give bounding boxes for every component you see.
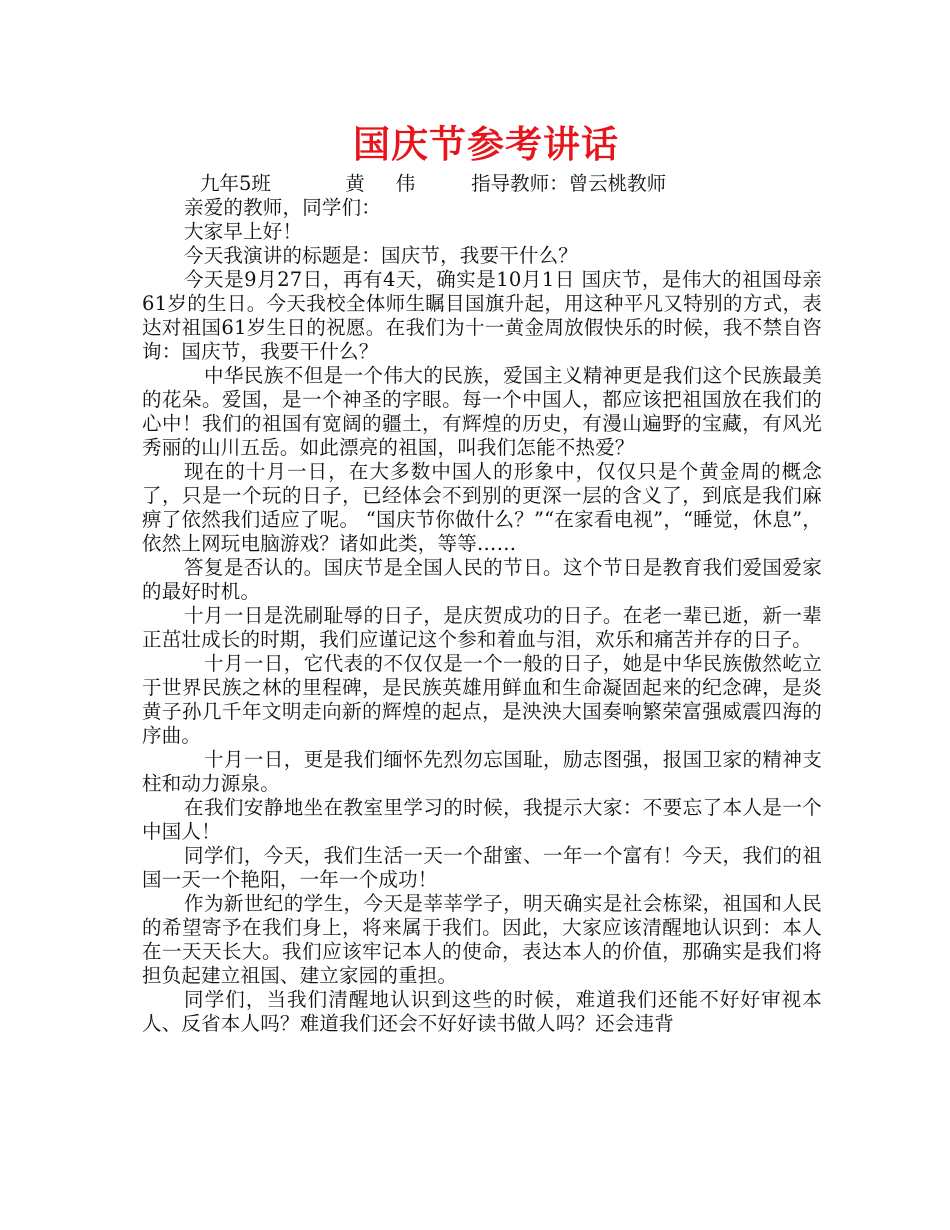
document-title: 国庆节参考讲话 — [353, 123, 619, 166]
paragraph: 十月一日，它代表的不仅仅是一个一般的日子，她是中华民族傲然屹立于世界民族之林的里程碑，是民族英雄用鲜血和生命凝固起来的纪念碑，是炎黄子孙几千年文明走向新的辉煌的起点，是泱泱大国奏响繁荣富强威震四海的序曲。 — [142, 652, 822, 747]
document-page — [142, 118, 822, 1036]
paragraph: 同学们，当我们清醒地认识到这些的时候，难道我们还能不好好审视本人、反省本人吗？难道我们还会不好好读书做人吗？还会违背 — [142, 988, 822, 1035]
paragraph: 亲爱的教师，同学们： — [184, 196, 382, 219]
paragraph: 十月一日是洗刷耻辱的日子，是庆贺成功的日子。在老一辈已逝，新一辈正茁壮成长的时期，我们应谨记这个参和着血与泪，欢乐和痛苦并存的日子。 — [142, 604, 822, 651]
paragraph: 今天我演讲的标题是：国庆节，我要干什么？ — [184, 244, 579, 267]
document-body — [142, 196, 822, 1036]
paragraph: 十月一日，更是我们缅怀先烈勿忘国耻，励志图强，报国卫家的精神支柱和动力源泉。 — [142, 748, 822, 795]
byline: 九年5班 黄 伟 指导教师：曾云桃教师 — [200, 172, 667, 195]
paragraph: 答复是否认的。国庆节是全国人民的节日。这个节日是教育我们爱国爱家的最好时机。 — [142, 556, 822, 603]
paragraph: 大家早上好！ — [184, 220, 303, 243]
paragraph: 作为新世纪的学生，今天是莘莘学子，明天确实是社会栋梁，祖国和人民的希望寄予在我们身上，将来属于我们。因此，大家应该清醒地认识到：本人在一天天长大。我们应该牢记本人的使命，表达本人的价值，那确实是我们将担负起建立祖国、建立家园的重担。 — [142, 892, 822, 987]
paragraph: 中华民族不但是一个伟大的民族，爱国主义精神更是我们这个民族最美的花朵。爱国，是一个神圣的字眼。每一个中国人，都应该把祖国放在我们的心中！我们的祖国有宽阔的疆土，有辉煌的历史，有漫山遍野的宝藏，有风光秀丽的山川五岳。如此漂亮的祖国，叫我们怎能不热爱？ — [142, 364, 822, 459]
paragraph: 今天是9月27日，再有4天，确实是10月1日 国庆节，是伟大的祖国母亲61岁的生日。今天我校全体师生瞩目国旗升起，用这种平凡又特别的方式，表达对祖国61岁生日的祝愿。在我们为十一黄金周放假快乐的时候，我不禁自咨询：国庆节，我要干什么？ — [142, 268, 822, 363]
paragraph: 现在的十月一日，在大多数中国人的形象中，仅仅只是个黄金周的概念了，只是一个玩的日子，已经体会不到别的更深一层的含义了，到底是我们麻痹了依然我们适应了呢。 “国庆节你做什么？”“在家看电视”，“睡觉，休息”，依然上网玩电脑游戏？诸如此类，等等…… — [142, 460, 822, 555]
paragraph: 在我们安静地坐在教室里学习的时候，我提示大家：不要忘了本人是一个中国人！ — [142, 796, 822, 843]
paragraph: 同学们，今天，我们生活一天一个甜蜜、一年一个富有！今天，我们的祖国一天一个艳阳，一年一个成功！ — [142, 844, 822, 891]
